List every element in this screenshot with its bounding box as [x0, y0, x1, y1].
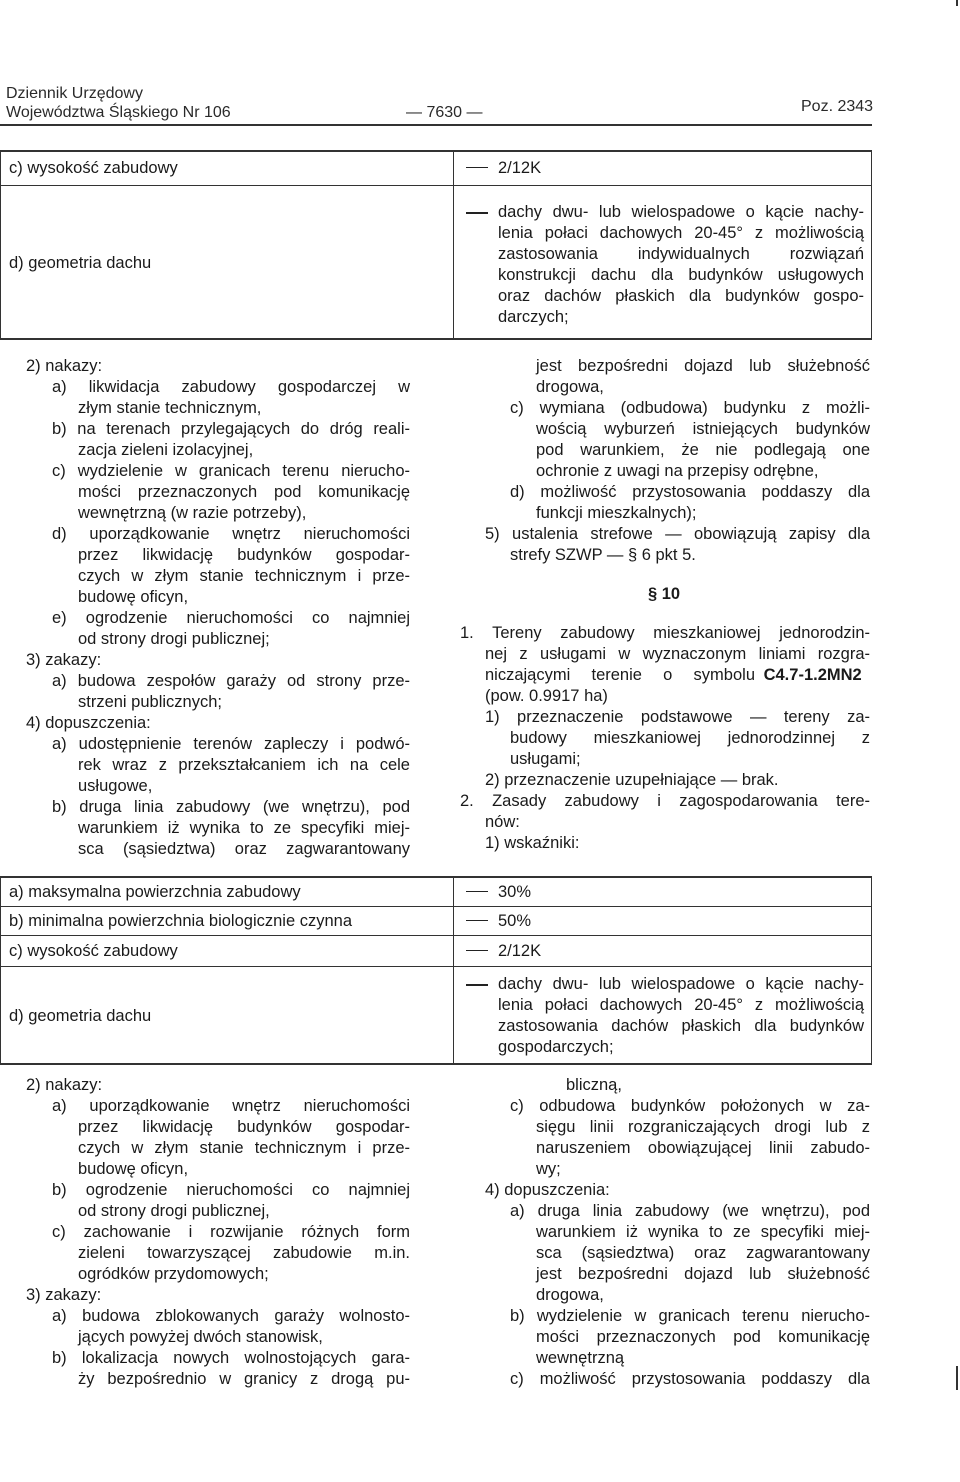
text-line: jest bezpośredni dojazd lub służebność — [536, 1265, 870, 1283]
text-line: od strony drogi publicznej; — [78, 630, 270, 648]
text-line — [450, 665, 870, 686]
dash-mark — [466, 950, 488, 952]
text-line: przez likwidację budynków gospodar- — [78, 1118, 410, 1136]
text-line: a) likwidacja zabudowy gospodarczej w — [52, 378, 410, 396]
table1-bottom-border — [0, 338, 872, 340]
text-line: nej z usługami w wyznaczonym liniami rozgra- — [485, 645, 870, 663]
dash-mark — [466, 167, 488, 169]
text-line: czych w złym stanie technicznym i prze- — [78, 1139, 410, 1157]
table2-bottom-border — [0, 1063, 872, 1065]
text-line: sca (sąsiedztwa) oraz zagwarantowany — [78, 840, 410, 858]
text-line: warunkiem iż wynika to ze specyfiki miej- — [78, 819, 410, 837]
text-line: 3) zakazy: — [26, 651, 102, 669]
table1-row-c-value-text: 2/12K — [498, 159, 542, 177]
text-line: zastosowania indywidualnych rozwiązań — [498, 245, 864, 263]
table1-left-border — [0, 150, 1, 339]
text-line: naruszeniem obowiązującej linii zabudo- — [536, 1139, 870, 1157]
text-line: czych w złym stanie technicznym i prze- — [78, 567, 410, 585]
zone-symbol: C4.7-1.2MN2 — [763, 666, 862, 684]
text-line: b) wydzielenie w granicach terenu nierucho- — [510, 1307, 870, 1325]
text-line: ogródków przydomowych; — [78, 1265, 269, 1283]
text-line: usługowe, — [78, 777, 153, 795]
table1-row-d-label: d) geometria dachu — [9, 254, 152, 272]
right-column-2 — [450, 1075, 870, 1390]
table1-row-c-label: c) wysokość zabudowy — [9, 159, 178, 177]
position-number: Poz. 2343 — [801, 98, 874, 115]
text-line: a) uporządkowanie wnętrz nieruchomości — [52, 1097, 410, 1115]
text-line: 2. Zasady zabudowy i zagospodarowania tere- — [460, 792, 870, 810]
text-line: nów: — [485, 813, 520, 831]
table2-row-c-value — [466, 941, 541, 962]
section-heading: § 10 — [648, 585, 681, 603]
text-line: 4) dopuszczenia: — [26, 714, 151, 732]
text-line: budowę oficyn, — [78, 1160, 189, 1178]
table1-top-border — [0, 150, 872, 152]
text-line: a) druga linia zabudowy (we wnętrzu), pod — [510, 1202, 870, 1220]
text-line: bliczną, — [566, 1076, 622, 1094]
text-line: c) możliwość przystosowania poddaszy dla — [510, 1370, 870, 1388]
table2-row-b-value-text: 50% — [498, 912, 532, 930]
left-column-2 — [0, 1075, 440, 1390]
text-line: 2) przeznaczenie uzupełniające — brak. — [485, 771, 779, 789]
text-line: mości przeznaczonych pod komunikację — [536, 1328, 870, 1346]
text-line: 2) nakazy: — [26, 357, 103, 375]
text-line: drogowa, — [536, 378, 604, 396]
table2-row-b-value — [466, 911, 531, 932]
table2-row-divider — [0, 906, 872, 907]
table2-row-c-label: c) wysokość zabudowy — [9, 942, 178, 960]
dash-mark — [466, 212, 488, 214]
text-line: przez likwidację budynków gospodar- — [78, 546, 410, 564]
table2-row-c-value-text: 2/12K — [498, 942, 542, 960]
text-line: d) uporządkowanie wnętrz nieruchomości — [52, 525, 410, 543]
text-line: 1) przeznaczenie podstawowe — tereny za- — [485, 708, 870, 726]
dash-mark — [466, 891, 488, 893]
text-fragment: niczającymi terenie o symbolu — [485, 666, 755, 684]
text-line: warunkiem iż wynika to ze specyfiki miej- — [536, 1223, 870, 1241]
text-line: 4) dopuszczenia: — [485, 1181, 610, 1199]
table2-column-divider — [453, 876, 454, 1064]
text-line: pod warunkiem, że nie podlegają one — [536, 441, 870, 459]
table2-row-d-label: d) geometria dachu — [9, 1007, 152, 1025]
table2-row-a-value — [466, 882, 531, 903]
text-line: darczych; — [498, 308, 569, 326]
text-line: 1. Tereny zabudowy mieszkaniowej jednorodzin- — [460, 624, 870, 642]
table1-row-c-value — [466, 158, 541, 179]
table2-row-divider — [0, 935, 872, 936]
text-line: (pow. 0.9917 ha) — [485, 687, 608, 705]
table2-row-b-label: b) minimalna powierzchnia biologicznie czynna — [9, 912, 353, 930]
text-line: rek wraz z przekształcaniem ich na cele — [78, 756, 410, 774]
dash-mark — [466, 984, 488, 986]
text-line: a) budowa zespołów garaży od strony prze- — [52, 672, 410, 690]
text-line: zieleni towarzyszącej zabudowie m.in. — [78, 1244, 410, 1262]
text-line: budowy mieszkaniowej jednorodzinnej z — [510, 729, 870, 747]
text-line: a) budowa zblokowanych garaży wolnosto- — [52, 1307, 410, 1325]
header-rule — [0, 124, 872, 126]
text-line: jących powyżej dwóch stanowisk, — [78, 1328, 323, 1346]
table2-right-border — [871, 876, 872, 1064]
page-edge-mark — [956, 1366, 958, 1390]
text-line: usługami; — [510, 750, 581, 768]
text-line: sca (sąsiedztwa) oraz zagwarantowany — [536, 1244, 870, 1262]
text-line: lenia połaci dachowych 20-45° z możliwością — [498, 224, 864, 242]
table2-left-border — [0, 876, 1, 1064]
text-line: jest bezpośredni dojazd lub służebność — [536, 357, 870, 375]
text-line: drogowa, — [536, 1286, 604, 1304]
text-line: gospodarczych; — [498, 1038, 614, 1056]
text-line: b) lokalizacja nowych wolnostojących gara- — [52, 1349, 410, 1367]
text-line: zastosowania dachów płaskich dla budynków — [498, 1017, 864, 1035]
text-line: konstrukcji dachu dla budynków usługowych — [498, 266, 864, 284]
text-line: 1) wskaźniki: — [485, 834, 580, 852]
text-line: sięgu linii rozgraniczających drogi lub z — [536, 1118, 870, 1136]
text-line: c) wymiana (odbudowa) budynku z możli- — [510, 399, 870, 417]
text-line: c) odbudowa budynków położonych w za- — [510, 1097, 870, 1115]
text-line: budowę oficyn, — [78, 588, 189, 606]
page-edge-mark — [956, 0, 958, 6]
page-number: — 7630 — — [406, 104, 483, 121]
text-line: wością wyburzeń istniejących budynków — [536, 420, 870, 438]
text-line: wewnętrzną (w razie potrzeby), — [78, 504, 307, 522]
text-line: c) wydzielenie w granicach terenu nierucho- — [52, 462, 410, 480]
text-line: 2) nakazy: — [26, 1076, 103, 1094]
table1-right-border — [871, 150, 872, 339]
journal-title-line1: Dziennik Urzędowy — [6, 85, 143, 102]
text-line: dachy dwu- lub wielospadowe o kącie nachy- — [498, 203, 864, 221]
text-line: ochronie z uwagi na przepisy odrębne, — [536, 462, 819, 480]
text-line: b) druga linia zabudowy (we wnętrzu), pod — [52, 798, 410, 816]
text-line: strefy SZWP — § 6 pkt 5. — [510, 546, 696, 564]
text-line: lenia połaci dachowych 20-45° z możliwością — [498, 996, 864, 1014]
text-line: ży bezpośrednio w granicy z drogą pu- — [78, 1370, 410, 1388]
table1-column-divider — [453, 150, 454, 339]
journal-title-line2: Województwa Śląskiego Nr 106 — [6, 104, 231, 121]
text-line: wewnętrzną — [536, 1349, 625, 1367]
table2-row-divider — [0, 966, 872, 967]
text-line: funkcji mieszkalnych); — [536, 504, 697, 522]
text-line: mości przeznaczonych pod komunikację — [78, 483, 410, 501]
table2-top-border — [0, 876, 872, 878]
left-column-1 — [0, 356, 440, 860]
text-line: dachy dwu- lub wielospadowe o kącie nachy- — [498, 975, 864, 993]
text-line: złym stanie technicznym, — [78, 399, 262, 417]
table2-row-a-value-text: 30% — [498, 883, 532, 901]
text-line: b) na terenach przylegających do dróg reali- — [52, 420, 410, 438]
text-line: e) ogrodzenie nieruchomości co najmniej — [52, 609, 410, 627]
text-line: b) ogrodzenie nieruchomości co najmniej — [52, 1181, 410, 1199]
text-line: strzeni publicznych; — [78, 693, 222, 711]
text-line: c) zachowanie i rozwijanie różnych form — [52, 1223, 410, 1241]
text-line: 3) zakazy: — [26, 1286, 102, 1304]
text-line: 5) ustalenia strefowe — obowiązują zapisy dla — [485, 525, 870, 543]
dash-mark — [466, 920, 488, 922]
right-column-1 — [450, 356, 870, 854]
text-line: a) udostępnienie terenów zapleczy i podwó- — [52, 735, 410, 753]
text-line: wy; — [536, 1160, 561, 1178]
text-line: oraz dachów płaskich dla budynków gospo- — [498, 287, 864, 305]
table2-row-a-label: a) maksymalna powierzchnia zabudowy — [9, 883, 301, 901]
table1-row-divider — [0, 185, 872, 186]
text-line: od strony drogi publicznej, — [78, 1202, 270, 1220]
text-line: zacja zieleni izolacyjnej, — [78, 441, 254, 459]
text-line: d) możliwość przystosowania poddaszy dla — [510, 483, 870, 501]
